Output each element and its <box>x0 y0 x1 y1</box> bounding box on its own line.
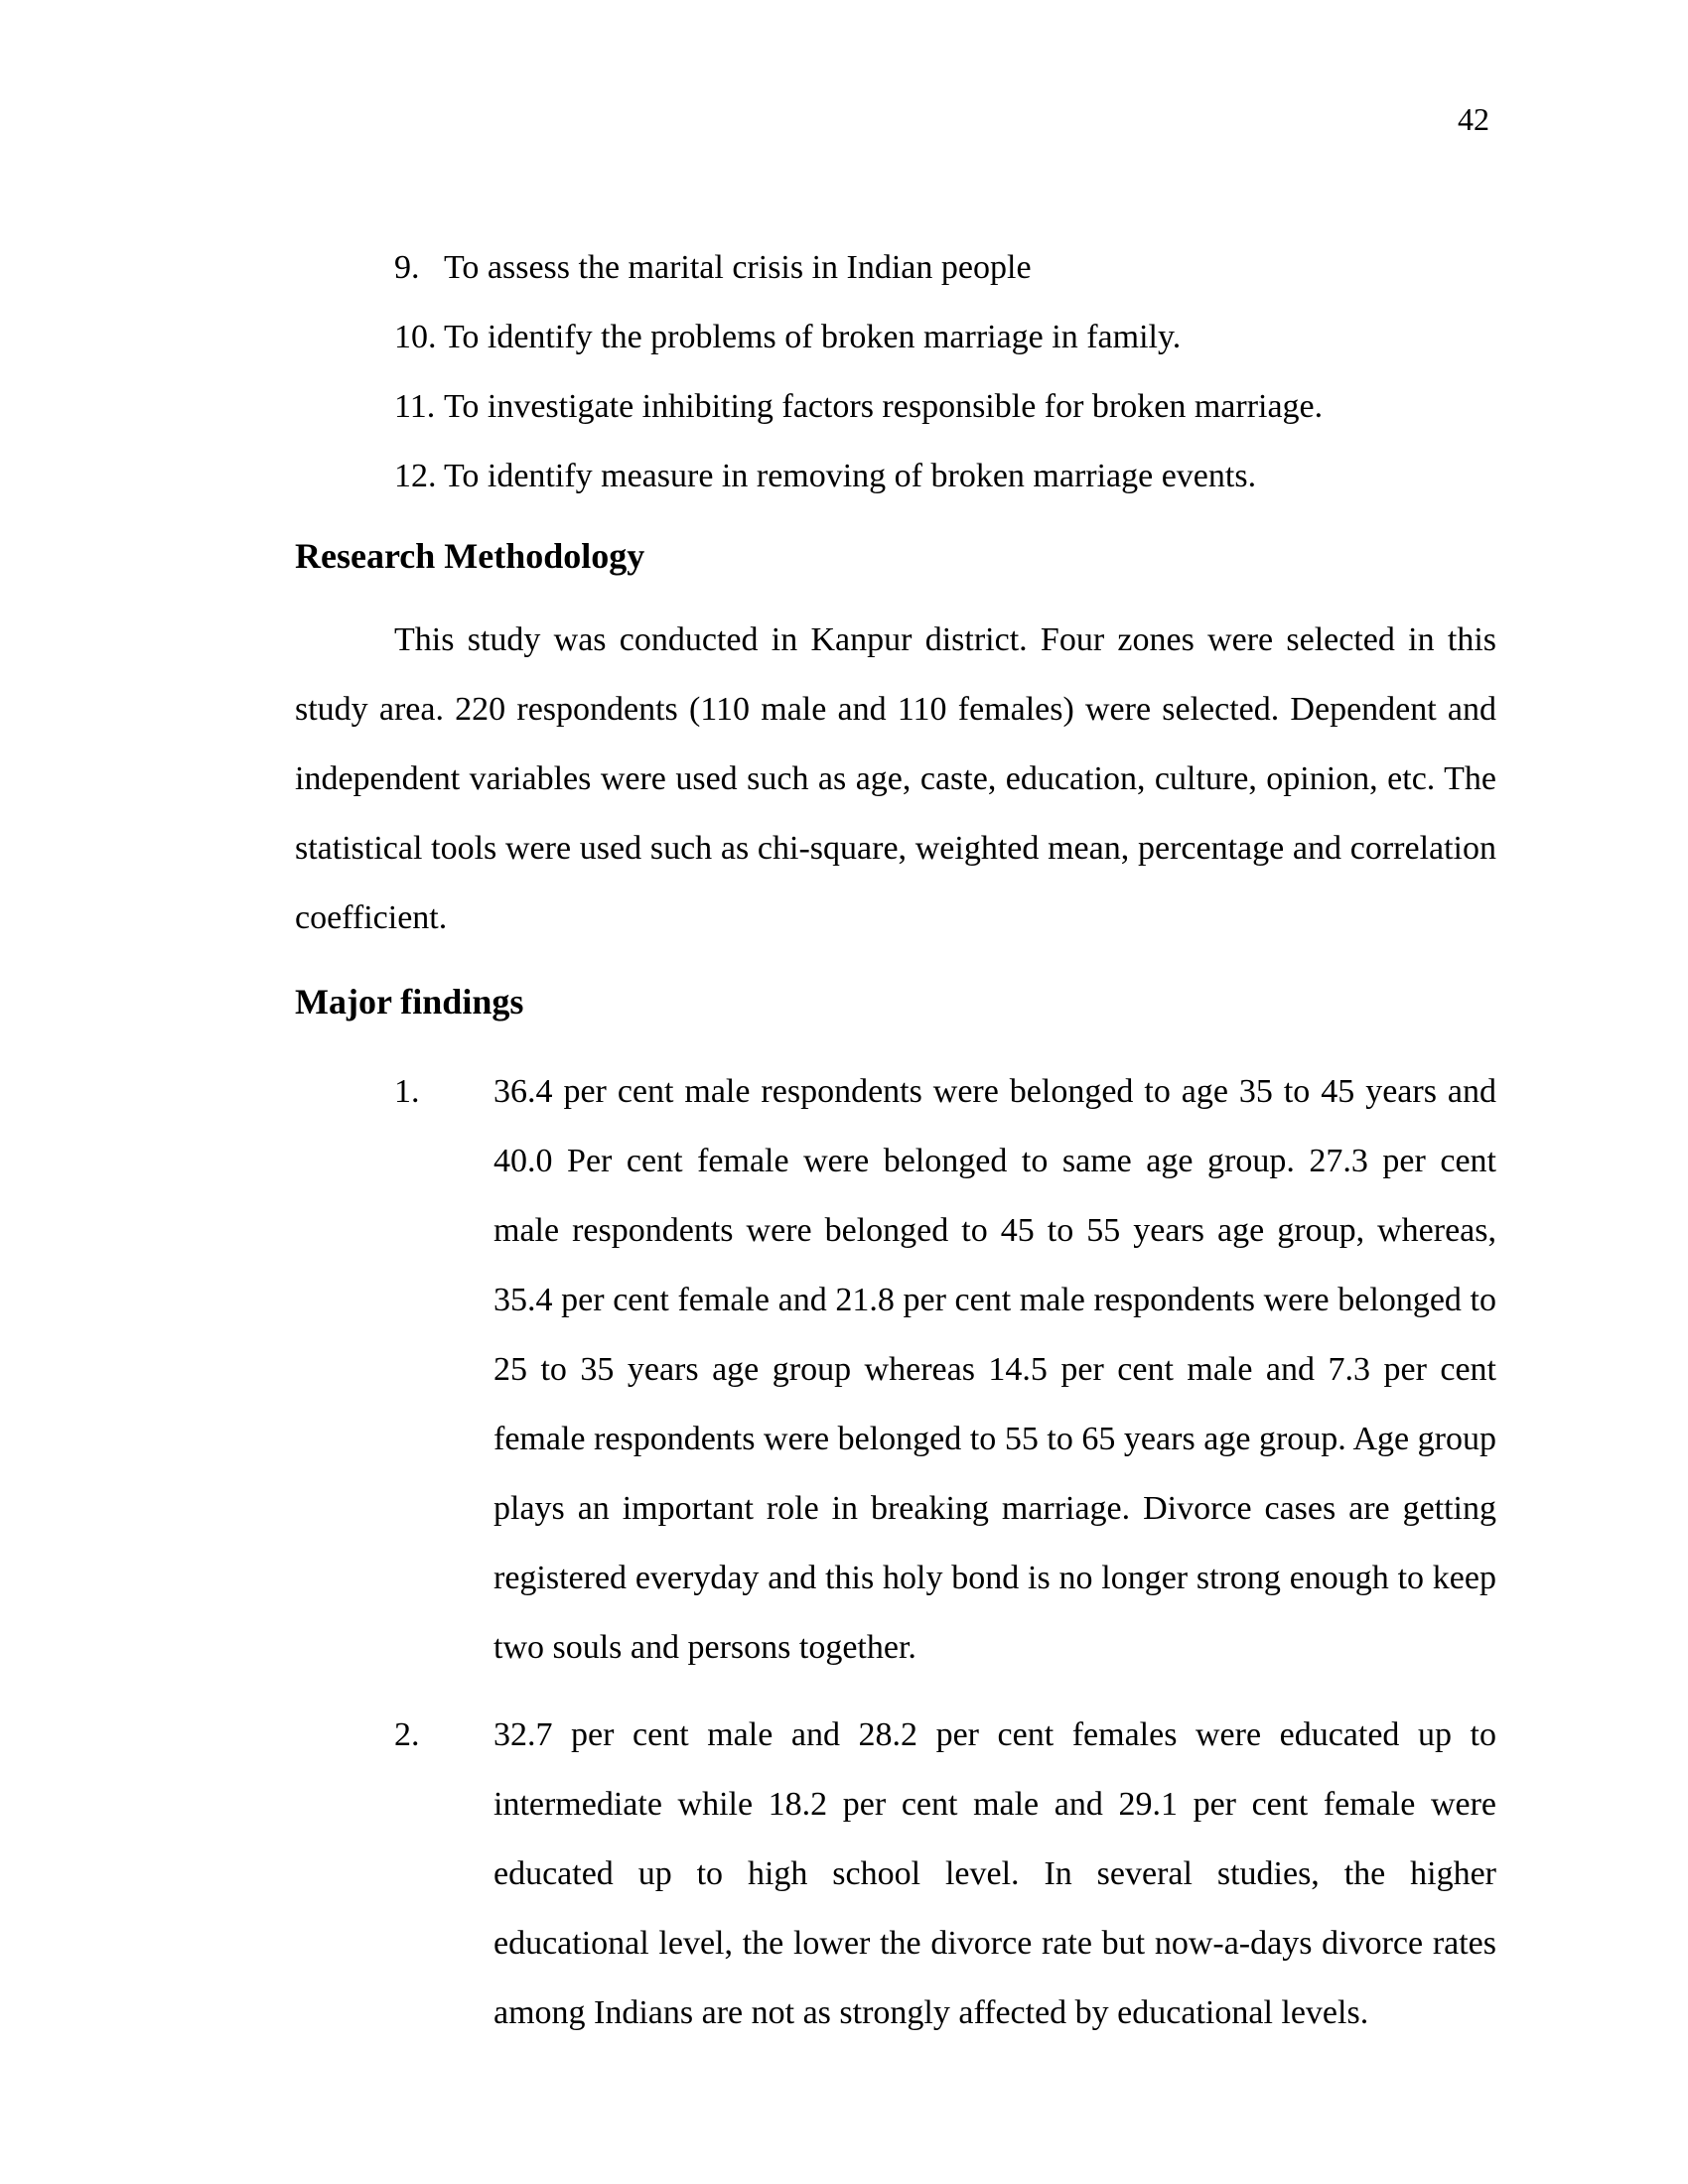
finding-item <box>394 1057 1496 1683</box>
objective-item <box>394 233 1496 303</box>
objectives-list <box>394 233 1496 511</box>
objective-text: To identify measure in removing of broken marriage events. <box>444 458 1257 494</box>
objective-number: 9. <box>394 249 420 286</box>
objective-item <box>394 303 1496 372</box>
finding-number: 1. <box>394 1073 420 1110</box>
page-number: 42 <box>1458 101 1489 137</box>
research-methodology-heading: Research Methodology <box>295 536 645 576</box>
finding-number: 2. <box>394 1716 420 1753</box>
objective-text: To investigate inhibiting factors responsible for broken marriage. <box>444 388 1324 425</box>
objective-item <box>394 372 1496 442</box>
objective-number: 12. <box>394 458 437 494</box>
finding-text: 36.4 per cent male respondents were belonged to age 35 to 45 years and 40.0 Per cent female were belonged to same age group. 27.3 per cent male respondents were belonged to 45 to 55 years age group, whereas, 35.4 per cent female and 21.8 per cent male respondents were belonged to 25 to 35 years age group whereas 14.5 per cent male and 7.3 per cent female respondents were belonged to 55 to 65 years age group. Age group plays an important role in breaking marriage. Divorce cases are getting registered everyday and this holy bond is no longer strong enough to keep two souls and persons together. <box>493 1073 1496 1666</box>
objective-number: 11. <box>394 388 436 425</box>
major-findings-heading: Major findings <box>295 982 524 1022</box>
objective-number: 10. <box>394 319 437 355</box>
finding-item <box>394 1701 1496 2048</box>
objective-text: To identify the problems of broken marriage in family. <box>444 319 1182 355</box>
objective-text: To assess the marital crisis in Indian people <box>444 249 1032 286</box>
finding-text: 32.7 per cent male and 28.2 per cent females were educated up to intermediate while 18.2 per cent male and 29.1 per cent female were educated up to high school level. In several studies, the higher educational level, the lower the divorce rate but now-a-days divorce rates among Indians are not as strongly affected by educational levels. <box>493 1716 1496 2031</box>
objective-item <box>394 442 1496 511</box>
research-methodology-paragraph: This study was conducted in Kanpur district. Four zones were selected in this study area. 220 respondents (110 male and 110 females) were selected. Dependent and independent variables were used such as age, caste, education, culture, opinion, etc. The statistical tools were used such as chi-square, weighted mean, percentage and correlation coefficient. <box>295 621 1496 936</box>
